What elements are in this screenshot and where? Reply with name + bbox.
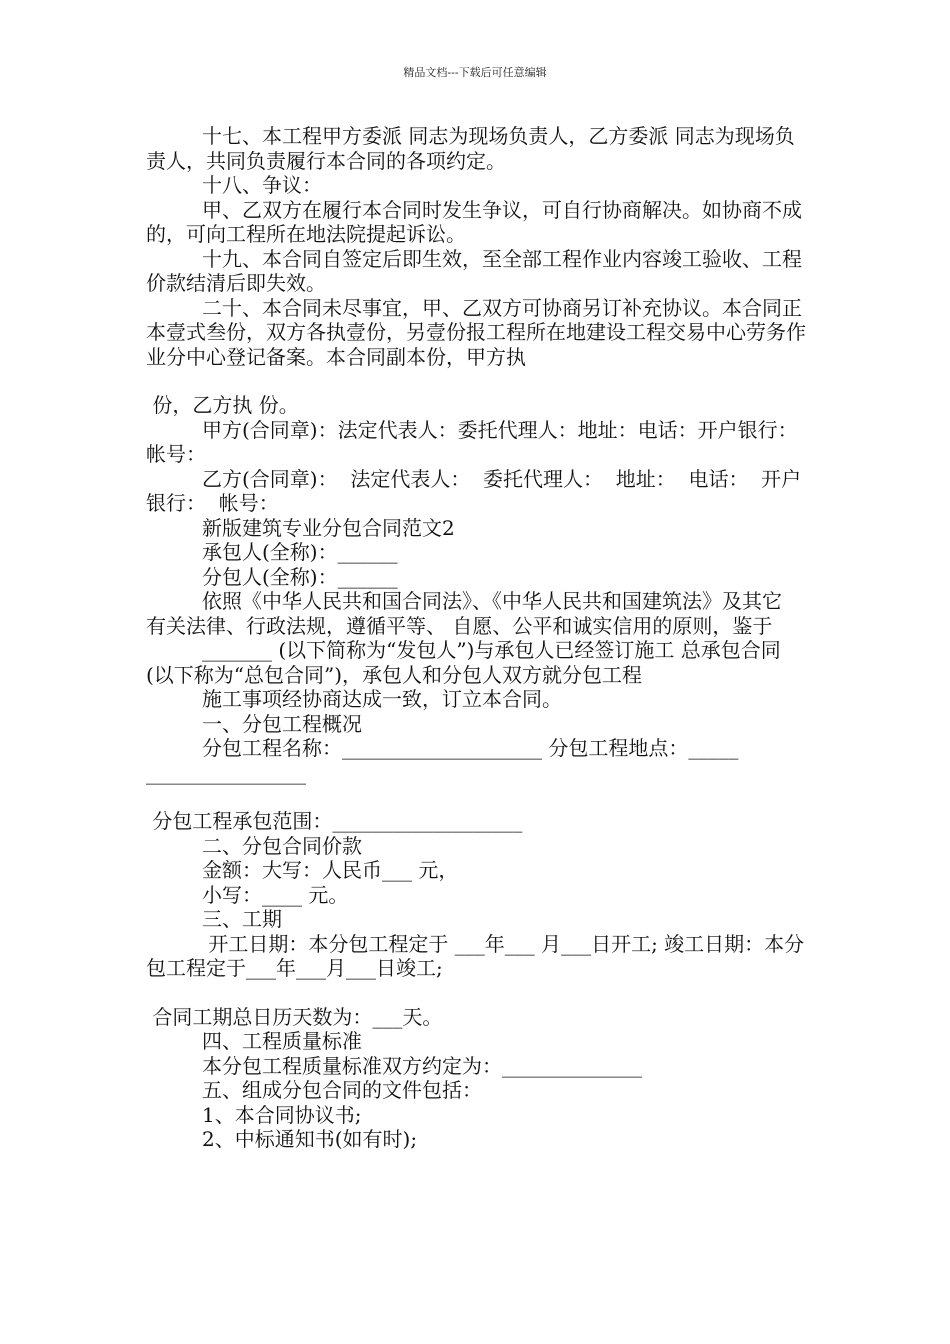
party-b-signature: 乙方(合同章)： 法定代表人： 委托代理人： 地址： 电话： 开户银行： 帐号：: [146, 466, 802, 515]
project-scope: 分包工程承包范围：___________________: [146, 809, 523, 833]
total-duration: 合同工期总日历天数为：___天。: [146, 1004, 443, 1029]
schedule-dates: 开工日期：本分包工程定于 ___年___ 月___日开工; 竣工日期：本分包工程定于___年___月___日竣工;: [146, 931, 805, 980]
contractor-name: 承包人(全称)：______: [202, 540, 398, 564]
clause-20: 二十、本合同未尽事宜，甲、乙双方可协商另订补充协议。本合同正本壹式叁份，双方各执壹份，另壹份报工程所在地建设工程交易中心劳务作业分中心登记备案。本合同副本份，甲方执: [146, 295, 806, 369]
spacer: [146, 981, 806, 1005]
party-a-signature: 甲方(合同章)：法定代表人：委托代理人：地址：电话：开户银行：帐号：: [146, 417, 798, 466]
employer-clause: _______ (以下简称为“发包人”)与承包人已经签订施工 总承包合同(以下称为“总包合同”)，承包人和分包人双方就分包工程: [146, 638, 781, 687]
quality-standard: 本分包工程质量标准双方约定为：______________: [202, 1053, 642, 1078]
page-header: 精品文档---下载后可任意编辑: [403, 66, 547, 79]
document-title: 新版建筑专业分包合同范文2: [202, 515, 455, 540]
project-name-location: 分包工程名称：____________________ 分包工程地点：_____ ________________: [146, 736, 745, 785]
amount-uppercase: 金额：大写：人民币___ 元，: [202, 858, 459, 882]
document-list-item-1: 1、本合同协议书;: [202, 1102, 362, 1127]
clause-18-heading: 十八、争议：: [202, 173, 322, 197]
document-list-item-2: 2、中标通知书(如有时);: [202, 1127, 418, 1151]
spacer: [146, 369, 806, 393]
section-1-heading: 一、分包工程概况: [202, 711, 362, 736]
amount-lowercase: 小写：____ 元。: [202, 882, 349, 907]
subcontractor-name: 分包人(全称)：______: [202, 564, 398, 589]
clause-19: 十九、本合同自签定后即生效，至全部工程作业内容竣工验收、工程价款结清后即失效。: [146, 246, 802, 295]
copies-line: 份，乙方执 份。: [146, 393, 299, 417]
clause-18-text: 甲、乙双方在履行本合同时发生争议，可自行协商解决。如协商不成的，可向工程所在地法院提起诉讼。: [146, 197, 802, 246]
agreement-clause: 施工事项经协商达成一致，订立本合同。: [202, 687, 562, 711]
clause-17: 十七、本工程甲方委派 同志为现场负责人，乙方委派 同志为现场负责人，共同负责履行本合同的各项约定。: [146, 124, 795, 173]
document-body: [146, 124, 806, 1152]
section-2-heading: 二、分包合同价款: [202, 833, 362, 858]
legal-basis: 依照《中华人民共和国合同法》、《中华人民共和国建筑法》及其它 有关法律、行政法规，遵循平等、 自愿、公平和诚实信用的原则，鉴于: [146, 589, 789, 638]
section-3-heading: 三、工期: [202, 907, 282, 931]
spacer: [146, 785, 806, 809]
section-5-heading: 五、组成分包合同的文件包括：: [202, 1078, 482, 1102]
section-4-heading: 四、工程质量标准: [202, 1029, 362, 1053]
